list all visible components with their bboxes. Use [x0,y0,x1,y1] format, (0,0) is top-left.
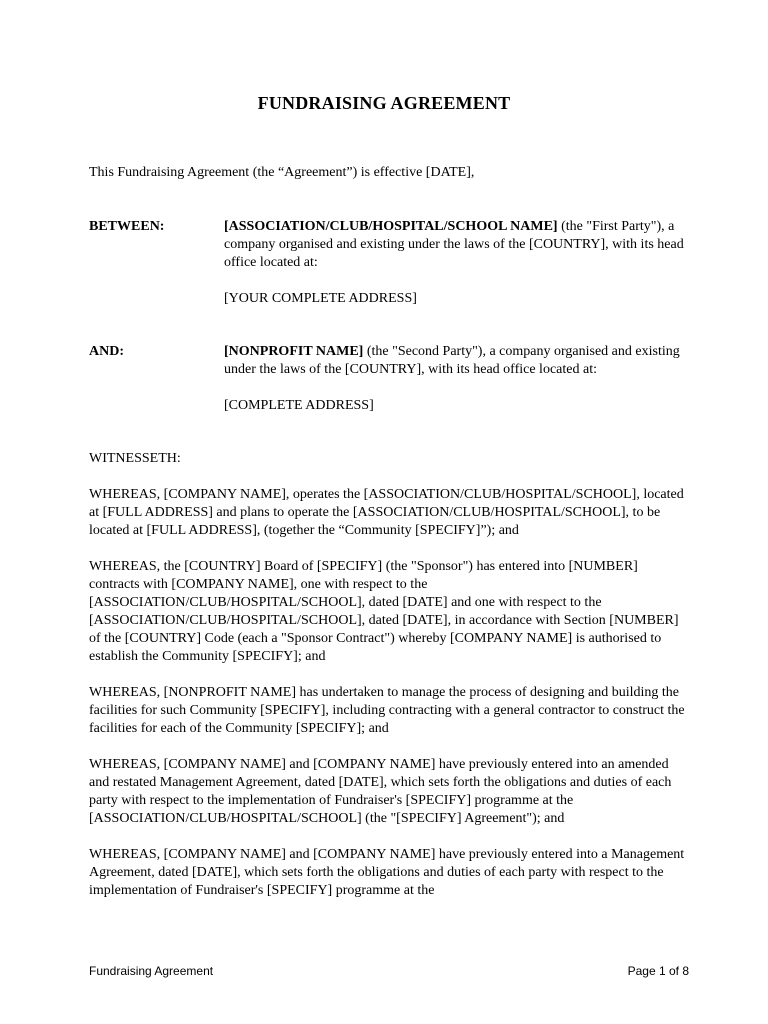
and-party-body [224,343,689,415]
between-label: BETWEEN: [89,219,165,234]
first-party-address: [YOUR COMPLETE ADDRESS] [224,291,417,306]
first-party-name: [ASSOCIATION/CLUB/HOSPITAL/SCHOOL NAME] [224,219,558,234]
second-party-name: [NONPROFIT NAME] [224,344,364,359]
second-party-address: [COMPLETE ADDRESS] [224,398,374,413]
document-title: FUNDRAISING AGREEMENT [257,93,511,113]
whereas-paragraph: WHEREAS, [COMPANY NAME], operates the [ASSOCIATION/CLUB/HOSPITAL/SCHOOL], located at [FULL ADDRESS] and plans to operate the [ASSOCIATION/CLUB/HOSPITAL/SCHOOL], to be located at [FULL ADDRESS], (together the “Community [SPECIFY]”); and [89,487,684,538]
whereas-paragraph: WHEREAS, [NONPROFIT NAME] has undertaken to manage the process of designing and building the facilities for such Community [SPECIFY], including contracting with a general contractor to construct the facilities for each of the Community [SPECIFY]; and [89,685,685,736]
first-party-details: (the "First Party"), a company organised and existing under the laws of the [COUNTRY], with its head office located at: [224,219,684,270]
whereas-paragraph: WHEREAS, the [COUNTRY] Board of [SPECIFY] (the "Sponsor") has entered into [NUMBER] contracts with [COMPANY NAME], one with respect to the [ASSOCIATION/CLUB/HOSPITAL/SCHOOL], dated [DATE] and one with respect to the [ASSOCIATION/CLUB/HOSPITAL/SCHOOL], dated [DATE], in accordance with Section [NUMBER] of the [COUNTRY] Code (each a "Sponsor Contract") whereby [COMPANY NAME] is authorised to establish the Community [SPECIFY]; and [89,559,679,664]
whereas-paragraph: WHEREAS, [COMPANY NAME] and [COMPANY NAME] have previously entered into an amended and restated Management Agreement, dated [DATE], which sets forth the obligations and duties of each party with respect to the implementation of Fundraiser's [SPECIFY] programme at the [ASSOCIATION/CLUB/HOSPITAL/SCHOOL] (the "[SPECIFY] Agreement"); and [89,757,672,826]
second-party-details: (the "Second Party"), a company organised and existing under the laws of the [COUNTRY], with its head office located at: [224,344,680,377]
between-party-description [224,218,689,272]
footer-document-name: Fundraising Agreement [89,964,214,978]
footer-page-number: Page 1 of 8 [627,964,689,978]
and-label: AND: [89,344,124,359]
and-party-description [224,343,689,379]
intro-paragraph: This Fundraising Agreement (the “Agreement”) is effective [DATE], [89,165,475,180]
whereas-paragraph: WHEREAS, [COMPANY NAME] and [COMPANY NAME] have previously entered into a Management Agreement, dated [DATE], which sets forth the obligations and duties of each party with respect to the implementation of Fundraiser's [SPECIFY] programme at the [89,847,685,898]
recitals-section [89,450,689,918]
page-footer [89,962,689,980]
witnesseth-heading: WITNESSETH: [89,451,181,466]
between-party-body [224,218,689,308]
